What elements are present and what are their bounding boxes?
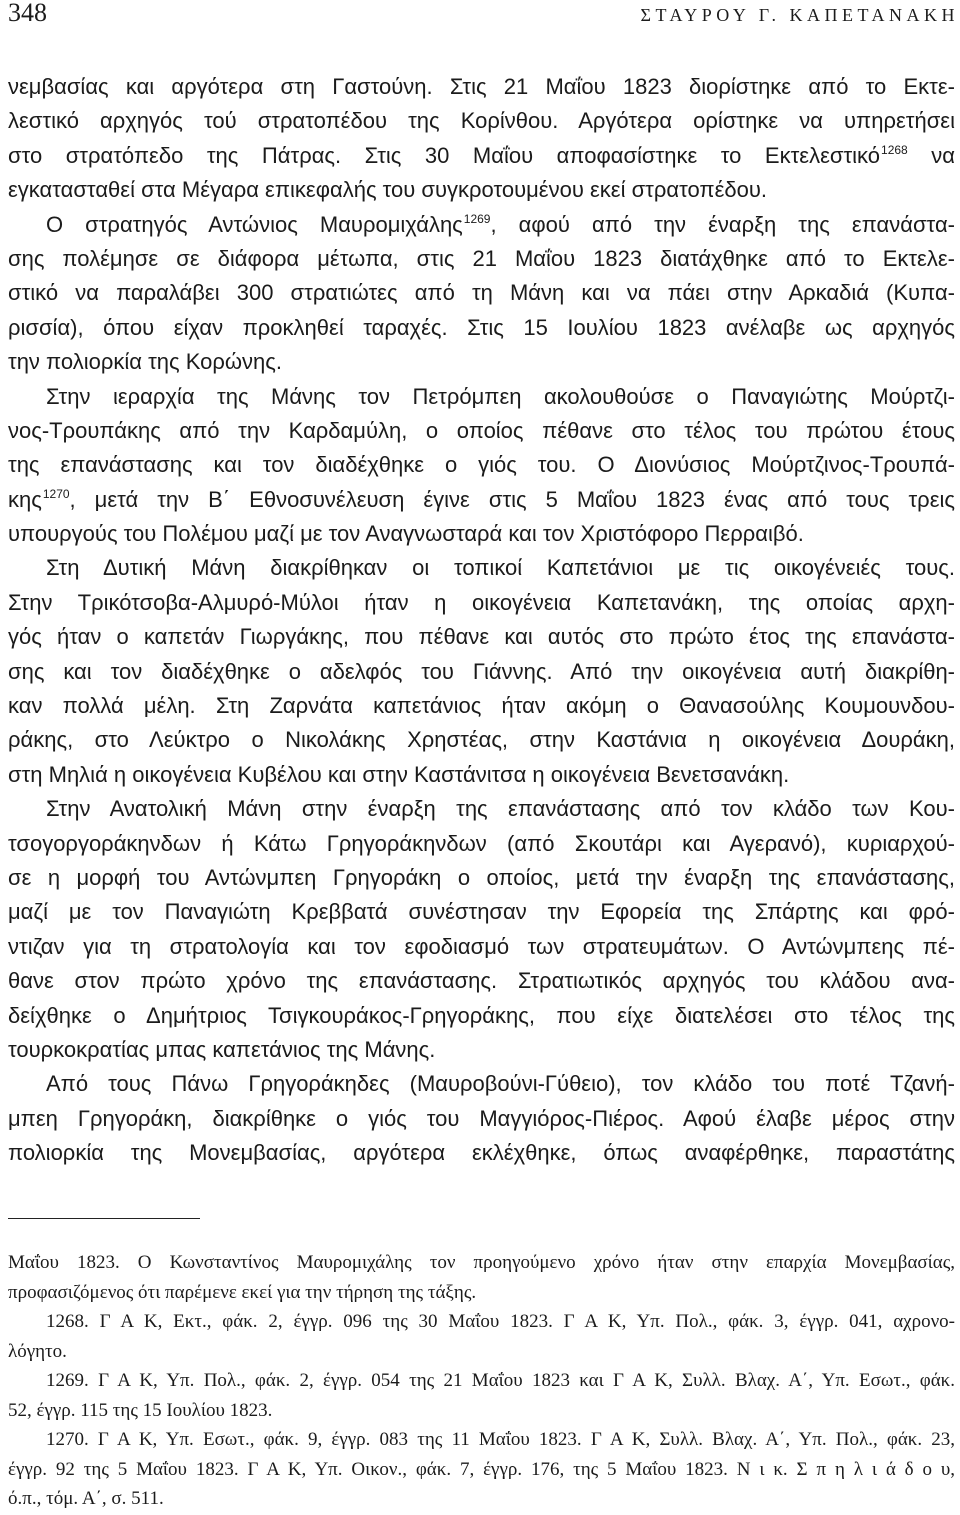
text-line: [8, 930, 955, 964]
running-title: ΣΤΑΥΡΟΥ Γ. ΚΑΠΕΤΑΝΑΚΗ: [640, 5, 959, 25]
text-line: [8, 70, 955, 104]
text-line: [8, 380, 955, 414]
footnote-number: 1270.: [46, 1429, 89, 1450]
footnote-line: [8, 1307, 955, 1337]
text-line: [8, 414, 955, 448]
line-text: στικό να παραλάβει 300 στρατιώτες από τη Μάνη και να πάει στην Αρκαδιά (Κυπα-: [8, 280, 955, 306]
line-text: εγκατασταθεί στα Μέγαρα επικεφαλής του συγκροτουμένου εκεί στρατοπέδου.: [8, 177, 768, 203]
line-text: νεμβασίας και αργότερα στη Γαστούνη. Στις 21 Μαΐου 1823 διορίστηκε από το Εκτε-: [8, 74, 955, 99]
line-text: σε η μορφή του Αντώνμπεη Γρηγοράκη ο οποίος, μετά την έναρξη της επανάστασης,: [8, 864, 955, 890]
line-text: σης πολέμησε σε διάφορα μέτωπα, στις 21 Μαΐου 1823 διατάχθηκε από το Εκτελε-: [8, 245, 955, 271]
line-text: Από τους Πάνω Γρηγοράκηδες (Μαυροβούνι-Γύθειο), τον κλάδο του ποτέ Τζανή-: [46, 1071, 955, 1097]
paragraph: [8, 208, 955, 380]
footnote-reference: 1270: [42, 486, 70, 501]
footnote-number: 1269.: [46, 1370, 89, 1391]
line-text: λεστικό αρχηγός τού στρατοπέδου της Κορίνθου. Αργότερα ορίστηκε να υπηρετήσει: [8, 108, 955, 134]
line-text: ρισσία), όπου είχαν προκληθεί ταραχές. Στις 15 Ιουλίου 1823 ανέλαβε ως αρχηγός: [8, 314, 955, 340]
footnote-reference: 1269: [463, 211, 491, 226]
paragraph: [8, 1067, 955, 1170]
text-line: [8, 208, 955, 242]
text-line: [8, 1136, 955, 1170]
footnote-text: Γ Α Κ, Υπ. Εσωτ., φάκ. 9, έγγρ. 083 της 11 Μαΐου 1823. Γ Α Κ, Συλλ. Βλαχ. Α΄, Υπ. Πολ., φάκ. 23,: [97, 1429, 955, 1450]
line-text: δείχθηκε ο Δημήτριος Τσιγκουράκος-Γρηγοράκης, που είχε διατελέσει στο τέλος της: [8, 1002, 955, 1028]
line-text: γός ήταν ο καπετάν Γιωργάκης, που πέθανε και αυτός στο πρώτο έτος της επανάστα-: [8, 624, 955, 650]
footnote-text: 52, έγγρ. 115 της 15 Ιουλίου 1823.: [8, 1399, 273, 1421]
footnote-separator: [8, 1218, 200, 1219]
footnote-line: [8, 1396, 955, 1426]
text-line: [8, 173, 955, 207]
footnotes: [8, 1248, 955, 1514]
text-line: [8, 1067, 955, 1101]
line-text: τσογοργοράκηνδων ή Κάτω Γρηγοράκηνδων (από Σκουτάρι και Αγερανό), κυριαρχού-: [8, 830, 955, 856]
text-line: [8, 827, 955, 861]
paragraph: [8, 380, 955, 552]
footnote-line: [8, 1278, 955, 1308]
text-line: [8, 723, 955, 757]
line-text: Στην Ανατολική Μάνη στην έναρξη της επανάστασης από τον κλάδο των Κου-: [46, 796, 955, 822]
line-text: καν πολλά μέλη. Στη Ζαρνάτα καπετάνιος ήταν ακόμη ο Θανασούλης Κουμουνδου-: [8, 693, 955, 719]
footnote-line: [8, 1425, 955, 1455]
paragraph: [8, 70, 955, 208]
text-line: [8, 242, 955, 276]
paragraph: [8, 792, 955, 1067]
text-line: [8, 311, 955, 345]
running-header: [8, 0, 959, 30]
line-text: στη Μηλιά η οικογένεια Κυβέλου και στην Καστάνιτσα η οικογένεια Βενετσανάκη.: [8, 761, 790, 787]
line-text: υπουργούς του Πολέμου μαζί με τον Αναγνωσταρά και τον Χριστόφορο Περραιβό.: [8, 521, 804, 547]
line-text: σης και τον διαδέχθηκε ο αδελφός του Γιάννης. Από την οικογένεια αυτή διακρίθη-: [8, 658, 955, 684]
page-number: 348: [8, 0, 47, 27]
footnote-line: [8, 1248, 955, 1278]
footnote-line: [8, 1455, 955, 1485]
line-text: Στην ιεραρχία της Μάνης τον Πετρόμπεη ακολουθούσε ο Παναγιώτης Μούρτζι-: [46, 383, 955, 409]
text-line: [8, 139, 955, 173]
line-text: να: [907, 142, 955, 168]
text-line: [8, 448, 955, 482]
footnote: [8, 1307, 955, 1366]
footnote-reference: 1268: [881, 142, 908, 157]
text-line: [8, 689, 955, 723]
line-text: νος-Τρουπάκης από την Καρδαμύλη, ο οποίος πέθανε στο τέλος του πρώτου έτους: [8, 417, 955, 443]
text-line: [8, 964, 955, 998]
text-line: [8, 517, 955, 551]
line-text: ράκης, στο Λεύκτρο ο Νικολάκης Χρηστέας, στην Καστάνια η οικογένεια Δουράκη,: [8, 727, 955, 753]
footnote-line: [8, 1484, 955, 1514]
footnote-text: λόγητο.: [8, 1340, 67, 1362]
line-text: μαζί με τον Παναγιώτη Κρεββατά συνέστησαν την Εφορεία της Σπάρτης και φρό-: [8, 899, 955, 925]
line-text: πολιορκία της Μονεμβασίας, αργότερα εκλέχθηκε, όπως αναφέρθηκε, παραστάτης: [8, 1140, 955, 1166]
line-text: Ο στρατηγός Αντώνιος Μαυρομιχάλης: [46, 211, 463, 237]
footnote-text: Μαΐου 1823. Ο Κωνσταντίνος Μαυρομιχάλης τον προηγούμενο χρόνο ήταν στην επαρχία Μονεμβασίας,: [8, 1252, 955, 1273]
line-text: θανε στον πρώτο χρόνο της επανάστασης. Στρατιωτικός αρχηγός του κλάδου ανα-: [8, 968, 955, 994]
footnote-text: προφασιζόμενος ότι παρέμενε εκεί για την τήρηση της τάξης.: [8, 1281, 477, 1303]
text-line: [8, 999, 955, 1033]
text-line: [8, 104, 955, 138]
text-line: [8, 1033, 955, 1067]
line-text: , μετά την Β΄ Εθνοσυνέλευση έγινε στις 5 Μαΐου 1823 ένας από τους τρεις: [69, 486, 955, 512]
main-text: [8, 70, 955, 1171]
line-text: Στη Δυτική Μάνη διακρίθηκαν οι τοπικοί Καπετάνιοι με τις οικογένειές τους.: [46, 555, 955, 581]
footnote-number: 1268.: [46, 1311, 89, 1332]
footnote-text: Γ Α Κ, Εκτ., φάκ. 2, έγγρ. 096 της 30 Μαΐου 1823. Γ Α Κ, Υπ. Πολ., φάκ. 3, έγγρ. 041, αχρονο-: [99, 1311, 955, 1332]
footnote-continued: [8, 1248, 955, 1307]
line-text: Στην Τρικότσοβα-Αλμυρό-Μύλοι ήταν η οικογένεια Καπετανάκη, της οποίας αρχη-: [8, 589, 955, 615]
text-line: [8, 895, 955, 929]
text-line: [8, 655, 955, 689]
line-text: ντιζαν για τη στρατολογία και τον εφοδιασμό των στρατευμάτων. Ο Αντώνμπεης πέ-: [8, 933, 955, 959]
footnote: [8, 1425, 955, 1514]
text-line: [8, 792, 955, 826]
line-text: μπεη Γρηγοράκη, διακρίθηκε ο γιός του Μαγγιόρος-Πιέρος. Αφού έλαβε μέρος στην: [8, 1105, 955, 1131]
text-line: [8, 758, 955, 792]
footnote-line: [8, 1337, 955, 1367]
line-text: της επανάστασης και τον διαδέχθηκε ο γιός του. Ο Διονύσιος Μούρτζινος-Τρουπά-: [8, 452, 955, 478]
footnote: [8, 1366, 955, 1425]
text-line: [8, 345, 955, 379]
text-line: [8, 276, 955, 310]
text-line: [8, 1102, 955, 1136]
footnote-line: [8, 1366, 955, 1396]
footnote-text: ό.π., τόμ. Α΄, σ. 511.: [8, 1488, 164, 1509]
text-line: [8, 620, 955, 654]
text-line: [8, 586, 955, 620]
footnote-text: έγγρ. 92 της 5 Μαΐου 1823. Γ Α Κ, Υπ. Οικον., φάκ. 7, έγγρ. 176, της 5 Μαΐου 1823. Ν ι κ. Σ π η λ ι ά δ ο υ,: [8, 1458, 955, 1480]
line-text: στο στρατόπεδο της Πάτρας. Στις 30 Μαΐου αποφασίστηκε το Εκτελεστικό: [8, 142, 881, 168]
footnote-text: Γ Α Κ, Υπ. Πολ., φάκ. 2, έγγρ. 054 της 21 Μαΐου 1823 και Γ Α Κ, Συλλ. Βλαχ. Α΄, Υπ. Εσωτ., φάκ.: [98, 1370, 955, 1391]
text-line: [8, 861, 955, 895]
line-text: την πολιορκία της Κορώνης.: [8, 349, 283, 375]
text-line: [8, 483, 955, 517]
line-text: , αφού από την έναρξη της επανάστα-: [490, 211, 955, 237]
line-text: κης: [8, 486, 42, 512]
paragraph: [8, 551, 955, 792]
text-line: [8, 551, 955, 585]
line-text: τουρκοκρατίας μπας καπετάνιος της Μάνης.: [8, 1036, 436, 1062]
